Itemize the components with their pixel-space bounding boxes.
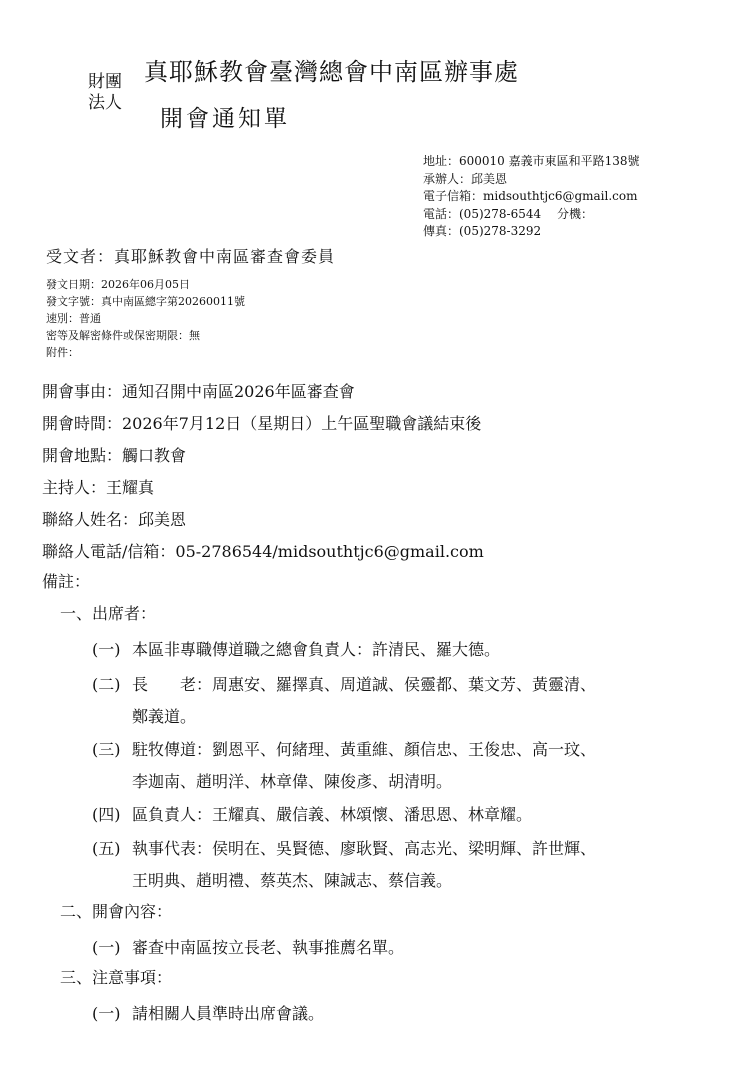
item-text: 長 老：周惠安、羅擇真、周道誠、侯靈都、葉文芳、黃靈清、 <box>132 675 597 694</box>
list-item <box>42 833 732 864</box>
attachments: 附件： <box>46 346 79 359</box>
section-attendees-title: 一、出席者： <box>60 604 157 623</box>
item-number: (一) <box>92 640 121 659</box>
document-title: 開會通知單 <box>160 106 290 132</box>
item-number: (四) <box>92 805 121 824</box>
contact-name: 聯絡人姓名：邱美恩 <box>42 510 187 529</box>
item-text-continued: 鄭義道。 <box>132 707 197 726</box>
notes-label: 備註： <box>42 572 91 591</box>
item-number: (一) <box>92 1004 121 1023</box>
item-text: 執事代表：侯明在、吳賢德、廖耿賢、高志光、梁明輝、許世輝、 <box>132 839 597 858</box>
document-meta <box>46 276 245 361</box>
meeting-subject: 開會事由：通知召開中南區2026年區審查會 <box>42 382 355 401</box>
item-text: 駐牧傳道：劉恩平、何緒理、黃重維、顏信忠、王俊忠、高一玟、 <box>132 740 597 759</box>
item-number: (一) <box>92 938 121 957</box>
section-agenda-title: 二、開會內容： <box>60 902 173 921</box>
contact-email: 電子信箱：midsouthtjc6@gmail.com <box>423 189 638 204</box>
contact-phone: 電話：(05)278-6544 分機： <box>423 206 593 221</box>
item-number: (三) <box>92 740 121 759</box>
confidentiality: 密等及解密條件或保密期限：無 <box>46 329 200 342</box>
meeting-location: 開會地點：觸口教會 <box>42 446 187 465</box>
item-text-continued: 王明典、趙明禮、蔡英杰、陳誠志、蔡信義。 <box>132 871 453 890</box>
item-text: 本區非專職傳道職之總會負責人：許清民、羅大德。 <box>132 640 501 659</box>
contact-handler: 承辦人：邱美恩 <box>423 171 508 186</box>
contact-phone-email: 聯絡人電話/信箱：05-2786544/midsouthtjc6@gmail.com <box>42 542 484 561</box>
item-text: 區負責人：王耀真、嚴信義、林頌懷、潘思恩、林章耀。 <box>132 805 533 824</box>
urgency: 速別：普通 <box>46 312 101 325</box>
item-text-continued: 李迦南、趙明洋、林章偉、陳俊彥、胡清明。 <box>132 772 453 791</box>
contact-address: 地址：600010 嘉義市東區和平路138號 <box>423 154 640 168</box>
meeting-host: 主持人：王耀真 <box>42 478 155 497</box>
issue-date: 發文日期：2026年06月05日 <box>46 278 190 291</box>
list-item <box>42 932 732 963</box>
document-number: 發文字號：真中南區總字第20260011號 <box>46 295 245 308</box>
section-notice-title: 三、注意事項： <box>60 968 173 987</box>
meeting-time: 開會時間：2026年7月12日（星期日）上午區聖職會議結束後 <box>42 414 482 433</box>
org-type-label-2: 法人 <box>88 93 122 113</box>
notes-section <box>42 572 732 1029</box>
meeting-fields <box>42 380 484 572</box>
list-item <box>42 734 732 765</box>
item-text: 請相關人員準時出席會議。 <box>132 1004 325 1023</box>
contact-block <box>423 153 640 241</box>
item-text: 審查中南區按立長老、執事推薦名單。 <box>132 938 405 957</box>
item-number: (五) <box>92 839 121 858</box>
list-item <box>42 998 732 1029</box>
org-type-label-1: 財團 <box>88 72 122 92</box>
contact-fax: 傳真：(05)278-3292 <box>423 224 542 239</box>
list-item <box>42 799 732 830</box>
organization-name: 真耶穌教會臺灣總會中南區辦事處 <box>144 58 519 86</box>
recipient: 受文者：真耶穌教會中南區審查會委員 <box>46 247 336 266</box>
item-number: (二) <box>92 675 121 694</box>
list-item <box>42 669 732 700</box>
list-item <box>42 634 732 665</box>
